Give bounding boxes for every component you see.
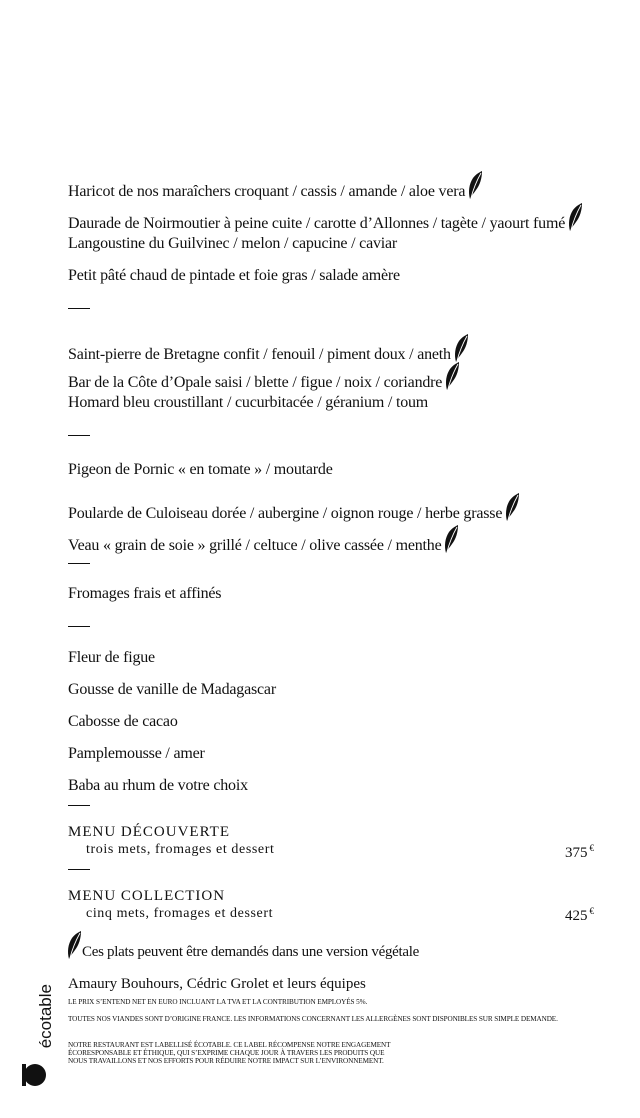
dish-item: Daurade de Noirmoutier à peine cuite / carotte d’Allonnes / tagète / yaourt fumé (68, 202, 583, 238)
section-divider (68, 805, 90, 806)
dish-item: Pamplemousse / amer (68, 745, 205, 762)
ecolabel-note-line: NOTRE RESTAURANT EST LABELLISÉ ÉCOTABLE. CE LABEL RÉCOMPENSE NOTRE ENGAGEMENT (68, 1041, 391, 1049)
ecolabel-note-line: ÉCORESPONSABLE ET ÉTHIQUE, QUI S’EXPRIME CHAQUE JOUR À TRAVERS LES PRODUITS QUE (68, 1049, 385, 1057)
ecotable-dot-icon (24, 1064, 46, 1086)
menu-collection-desc: cinq mets, fromages et dessert (86, 906, 274, 921)
menu-decouverte-price: 375 € (565, 843, 594, 861)
dish-item: Veau « grain de soie » grillé / celtuce / olive cassée / menthe (68, 524, 459, 560)
menu-collection-title: MENU COLLECTION (68, 888, 226, 904)
dish-item: Langoustine du Guilvinec / melon / capucine / caviar (68, 235, 398, 252)
vegetal-note: Ces plats peuvent être demandés dans une version végétale (66, 930, 419, 965)
leaf-icon (443, 524, 459, 560)
ecolabel-note-line: NOUS TRAVAILLONS ET NOS EFFORTS POUR RÉDUIRE NOTRE IMPACT SUR L’ENVIRONNEMENT. (68, 1057, 384, 1065)
dish-item: Saint-pierre de Bretagne confit / fenouil / piment doux / aneth (68, 333, 469, 369)
menu-decouverte-title: MENU DÉCOUVERTE (68, 824, 231, 840)
chefs-credit: Amaury Bouhours, Cédric Grolet et leurs équipes (68, 976, 366, 992)
leaf-icon (504, 492, 520, 528)
dish-item: Homard bleu croustillant / cucurbitacée / géranium / toum (68, 394, 429, 411)
menu-decouverte-desc: trois mets, fromages et dessert (86, 842, 275, 857)
dish-item: Cabosse de cacao (68, 713, 178, 730)
leaf-icon (444, 361, 460, 397)
section-divider (68, 435, 90, 436)
section-divider (68, 626, 90, 627)
dish-item: Fleur de figue (68, 649, 155, 666)
dish-item: Baba au rhum de votre choix (68, 777, 248, 794)
menu-collection-price: 425 € (565, 906, 594, 924)
leaf-icon (467, 170, 483, 206)
leaf-icon (66, 930, 82, 965)
dish-item: Pigeon de Pornic « en tomate » / moutarde (68, 461, 333, 478)
dish-item: Haricot de nos maraîchers croquant / cassis / amande / aloe vera (68, 170, 483, 206)
section-divider (68, 563, 90, 564)
ecotable-logo (36, 976, 56, 1086)
dish-item: Gousse de vanille de Madagascar (68, 681, 276, 698)
section-divider (68, 308, 90, 309)
dish-item: Bar de la Côte d’Opale saisi / blette / figue / noix / coriandre (68, 361, 460, 397)
ecotable-wordmark: écotable (36, 984, 55, 1049)
leaf-icon (567, 202, 583, 238)
origin-note: TOUTES NOS VIANDES SONT D’ORIGINE FRANCE. LES INFORMATIONS CONCERNANT LES ALLERGÈNES SONT DISPONIBLES SUR SIMPLE DEMANDE. (68, 1015, 558, 1023)
dish-item: Petit pâté chaud de pintade et foie gras / salade amère (68, 267, 400, 284)
section-divider (68, 869, 90, 870)
price-note: LE PRIX S’ENTEND NET EN EURO INCLUANT LA TVA ET LA CONTRIBUTION EMPLOYÉS 5%. (68, 998, 368, 1006)
dish-item: Poularde de Culoiseau dorée / aubergine / oignon rouge / herbe grasse (68, 492, 520, 528)
dish-item: Fromages frais et affinés (68, 585, 222, 602)
